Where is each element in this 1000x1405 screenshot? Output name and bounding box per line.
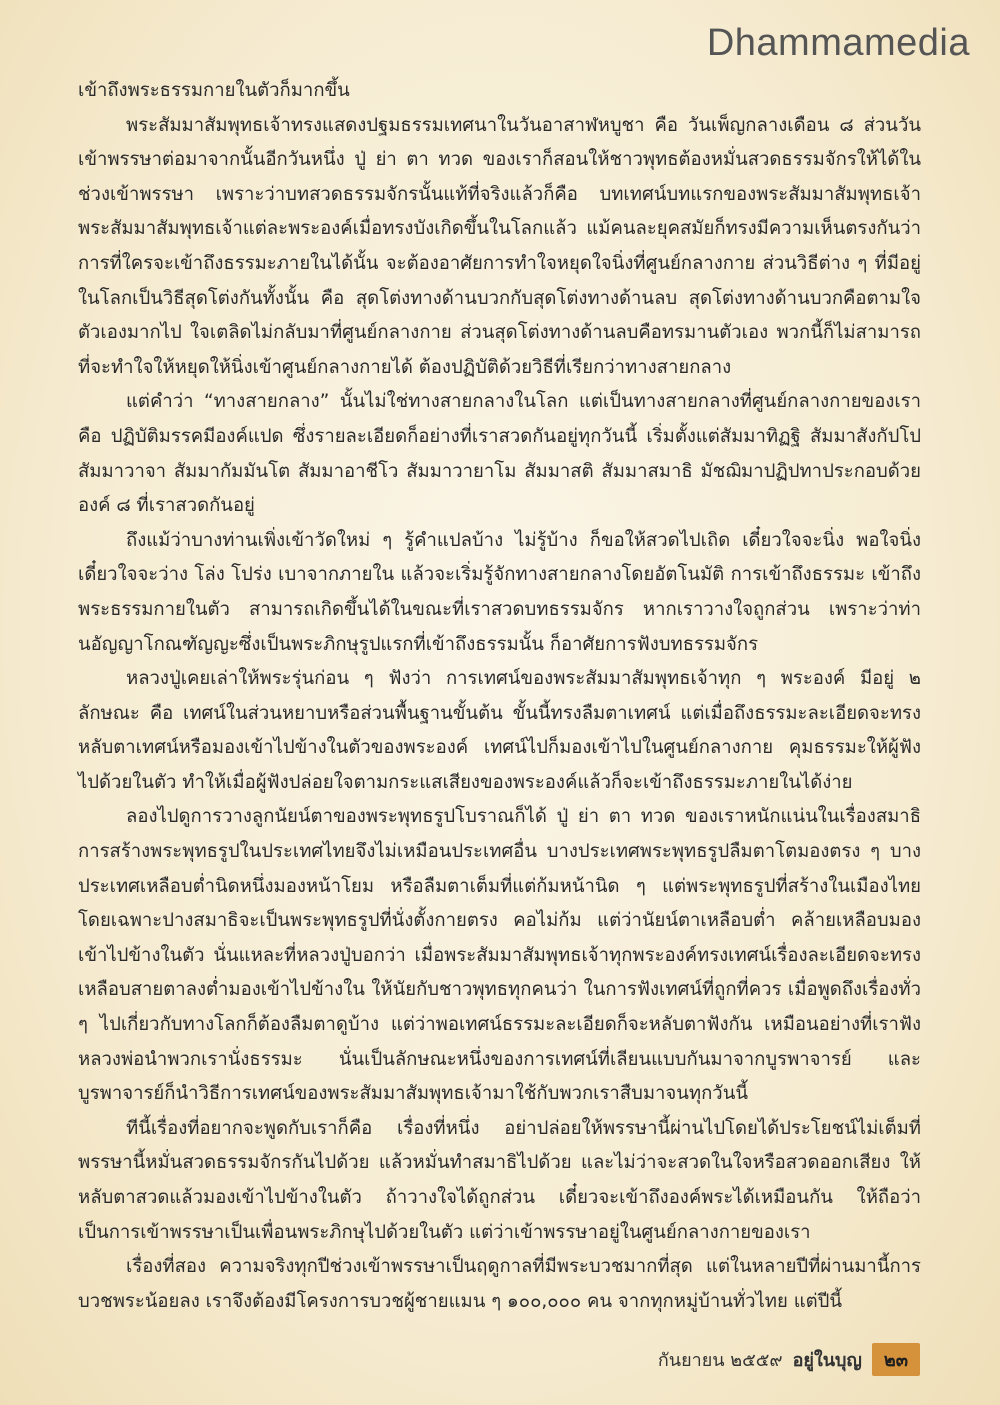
page-number: ๒๓	[872, 1343, 920, 1376]
paragraph: หลวงปู่เคยเล่าให้พระรุ่นก่อน ๆ ฟังว่า การเทศน์ของพระสัมมาสัมพุทธเจ้าทุก ๆ พระองค์ มีอยู่ ๒ ลักษณะ คือ เทศน์ในส่วนหยาบหรือส่วนพื้นฐานขั้นต้น ขั้นนี้ทรงลืมตาเทศน์ แต่เมื่อถึงธรรมะละเอียดจะทรงหลับตาเทศน์หรือมองเข้าไปข้างในตัวของพระองค์ เทศน์ไปก็มองเข้าไปในศูนย์กลางกาย คุมธรรมะให้ผู้ฟังไปด้วยในตัว ทำให้เมื่อผู้ฟังปล่อยใจตามกระแสเสียงของพระองค์แล้วก็จะเข้าถึงธรรมะภายในได้ง่าย	[78, 668, 921, 793]
paragraph: เรื่องที่สอง ความจริงทุกปีช่วงเข้าพรรษาเป็นฤดูกาลที่มีพระบวชมากที่สุด แต่ในหลายปีที่ผ่านมานี้การบวชพระน้อยลง เราจึงต้องมีโครงการบวชผู้ชายแมน ๆ ๑๐๐,๐๐๐ คน จากทุกหมู่บ้านทั่วไทย แต่ปีนี้	[78, 1256, 921, 1312]
paragraph: ทีนี้เรื่องที่อยากจะพูดกับเราก็คือ เรื่องที่หนึ่ง อย่าปล่อยให้พรรษานี้ผ่านไปโดยได้ประโยชน์ไม่เต็มที่ พรรษานี้หมั่นสวดธรรมจักรกันไปด้วย แล้วหมั่นทำสมาธิไปด้วย และไม่ว่าจะสวดในใจหรือสวดออกเสียง ให้หลับตาสวดแล้วมองเข้าไปข้างในตัว ถ้าวางใจได้ถูกส่วน เดี๋ยวจะเข้าถึงองค์พระได้เหมือนกัน ให้ถือว่าเป็นการเข้าพรรษาเป็นเพื่อนพระภิกษุไปด้วยในตัว แต่ว่าเข้าพรรษาอยู่ในศูนย์กลางกายของเรา	[78, 1117, 921, 1243]
paragraph: แต่คำว่า “ทางสายกลาง” นั้นไม่ใช่ทางสายกลางในโลก แต่เป็นทางสายกลางที่ศูนย์กลางกายของเรา คือ ปฏิบัติมรรคมีองค์แปด ซึ่งรายละเอียดก็อย่างที่เราสวดกันอยู่ทุกวันนี้ เริ่มตั้งแต่สัมมาทิฏฐิ สัมมาสังกัปโป สัมมาวาจา สัมมากัมมันโต สัมมาอาชีโว สัมมาวายาโม สัมมาสติ สัมมาสมาธิ มัชฌิมาปฏิปทาประกอบด้วยองค์ ๘ ที่เราสวดกันอยู่	[78, 391, 921, 517]
page-footer	[658, 1343, 920, 1376]
issue-date: กันยายน ๒๕๕๙	[657, 1350, 783, 1371]
paragraph: พระสัมมาสัมพุทธเจ้าทรงแสดงปฐมธรรมเทศนาในวันอาสาฬหบูชา คือ วันเพ็ญกลางเดือน ๘ ส่วนวันเข้าพรรษาต่อมาจากนั้นอีกวันหนึ่ง ปู่ ย่า ตา ทวด ของเราก็สอนให้ชาวพุทธต้องหมั่นสวดธรรมจักรให้ได้ในช่วงเข้าพรรษา เพราะว่าบทสวดธรรมจักรนั้นแท้ที่จริงแล้วก็คือ บทเทศน์บทแรกของพระสัมมาสัมพุทธเจ้า พระสัมมาสัมพุทธเจ้าแต่ละพระองค์เมื่อทรงบังเกิดขึ้นในโลกแล้ว แม้คนละยุคสมัยก็ทรงมีความเห็นตรงกันว่า การที่ใครจะเข้าถึงธรรมะภายในได้นั้น จะต้องอาศัยการทำใจหยุดใจนิ่งที่ศูนย์กลางกาย ส่วนวิธีต่าง ๆ ที่มีอยู่ในโลกเป็นวิธีสุดโต่งกันทั้งนั้น คือ สุดโต่งทางด้านบวกกับสุดโต่งทางด้านลบ สุดโต่งทางด้านบวกคือตามใจตัวเองมากไป ใจเตลิดไม่กลับมาที่ศูนย์กลางกาย ส่วนสุดโต่งทางด้านลบคือทรมานตัวเอง พวกนี้ก็ไม่สามารถที่จะทำใจให้หยุดให้นิ่งเข้าศูนย์กลางกายได้ ต้องปฏิบัติด้วยวิธีที่เรียกว่าทางสายกลาง	[78, 114, 921, 378]
paragraph: เข้าถึงพระธรรมกายในตัวก็มากขึ้น	[78, 80, 350, 101]
brand-title: Dhammamedia	[706, 22, 970, 64]
paragraph: ถึงแม้ว่าบางท่านเพิ่งเข้าวัดใหม่ ๆ รู้คำแปลบ้าง ไม่รู้บ้าง ก็ขอให้สวดไปเถิด เดี๋ยวใจจะนิ่ง พอใจนิ่งเดี๋ยวใจจะว่าง โล่ง โปร่ง เบาจากภายใน แล้วจะเริ่มรู้จักทางสายกลางโดยอัตโนมัติ การเข้าถึงธรรมะ เข้าถึงพระธรรมกายในตัว สามารถเกิดขึ้นได้ในขณะที่เราสวดบทธรรมจักร หากเราวางใจถูกส่วน เพราะว่าท่านอัญญาโกณฑัญญะซึ่งเป็นพระภิกษุรูปแรกที่เข้าถึงธรรมนั้น ก็อาศัยการฟังบทธรรมจักร	[78, 529, 921, 655]
article-body	[78, 74, 921, 1319]
paragraph: ลองไปดูการวางลูกนัยน์ตาของพระพุทธรูปโบราณก็ได้ ปู่ ย่า ตา ทวด ของเราหนักแน่นในเรื่องสมาธิ การสร้างพระพุทธรูปในประเทศไทยจึงไม่เหมือนประเทศอื่น บางประเทศพระพุทธรูปลืมตาโตมองตรง ๆ บางประเทศเหลือบต่ำนิดหนึ่งมองหน้าโยม หรือลืมตาเต็มที่แต่ก้มหน้านิด ๆ แต่พระพุทธรูปที่สร้างในเมืองไทย โดยเฉพาะปางสมาธิจะเป็นพระพุทธรูปที่นั่งตั้งกายตรง คอไม่ก้ม แต่ว่านัยน์ตาเหลือบต่ำ คล้ายเหลือบมองเข้าไปข้างในตัว นั่นแหละที่หลวงปู่บอกว่า เมื่อพระสัมมาสัมพุทธเจ้าทุกพระองค์ทรงเทศน์เรื่องละเอียดจะทรงเหลือบสายตาลงต่ำมองเข้าไปข้างใน ให้นัยกับชาวพุทธทุกคนว่า ในการฟังเทศน์ที่ถูกที่ควร เมื่อพูดถึงเรื่องทั่ว ๆ ไปเกี่ยวกับทางโลกก็ต้องลืมตาดูบ้าง แต่ว่าพอเทศน์ธรรมะละเอียดก็จะหลับตาฟังกัน เหมือนอย่างที่เราฟังหลวงพ่อนำพวกเรานั่งธรรมะ นั่นเป็นลักษณะหนึ่งของการเทศน์ที่เลียนแบบกันมาจากบูรพาจารย์ และบูรพาจารย์ก็นำวิธีการเทศน์ของพระสัมมาสัมพุทธเจ้ามาใช้กับพวกเราสืบมาจนทุกวันนี้	[78, 806, 921, 1105]
magazine-title: อยู่ในบุญ	[792, 1350, 862, 1371]
